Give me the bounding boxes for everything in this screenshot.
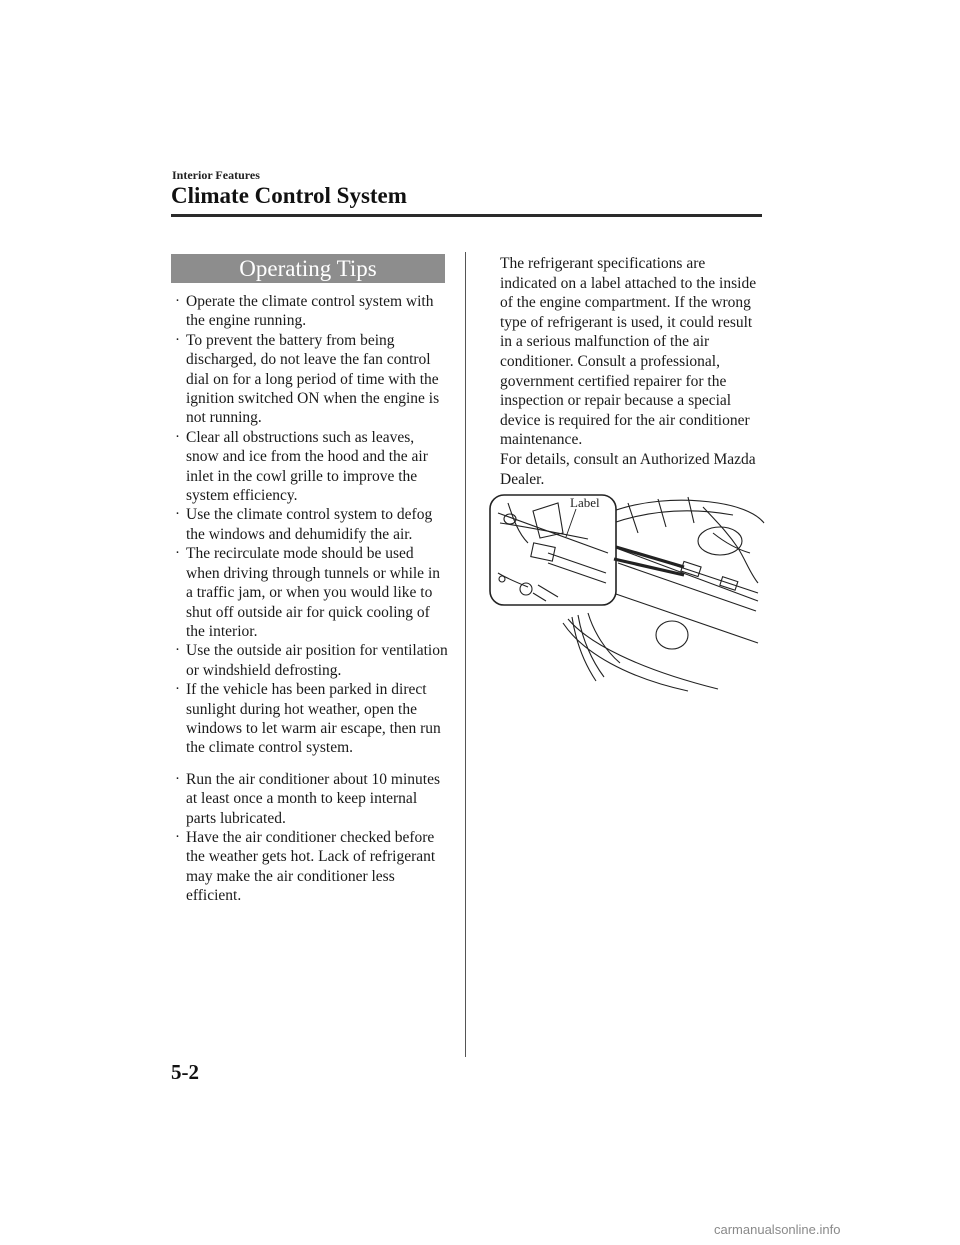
operating-tips-list bbox=[171, 292, 449, 906]
bullet-icon: · bbox=[175, 681, 180, 698]
list-item bbox=[171, 641, 449, 680]
list-item bbox=[171, 331, 449, 428]
bullet-icon: · bbox=[175, 506, 180, 523]
list-item bbox=[171, 505, 449, 544]
operating-tips-heading: Operating Tips bbox=[171, 254, 445, 283]
list-item bbox=[171, 428, 449, 506]
tip-text: The recirculate mode should be used when driving through tunnels or while in a traffic jam, or when you would like to shut off outside air for quick cooling of the interior. bbox=[186, 545, 440, 640]
column-divider bbox=[465, 252, 466, 1057]
tip-text: Operate the climate control system with the engine running. bbox=[186, 293, 434, 330]
watermark: carmanualsonline.info bbox=[714, 1222, 841, 1237]
dealer-note: For details, consult an Authorized Mazda Dealer. bbox=[500, 450, 756, 488]
list-item bbox=[171, 828, 449, 906]
bullet-icon: · bbox=[175, 770, 180, 787]
bullet-icon: · bbox=[175, 331, 180, 348]
bullet-icon: · bbox=[175, 828, 180, 845]
engine-compartment-illustration bbox=[488, 493, 766, 695]
list-item bbox=[171, 770, 449, 828]
bullet-icon: · bbox=[175, 293, 180, 309]
page-number: 5-2 bbox=[171, 1060, 199, 1084]
tip-text: Use the outside air position for ventilation or windshield defrosting. bbox=[186, 642, 448, 679]
tip-text: Run the air conditioner about 10 minutes at least once a month to keep internal parts lubricated. bbox=[186, 770, 440, 827]
figure-callout-label: Label bbox=[570, 495, 600, 510]
tip-text: To prevent the battery from being discharged, do not leave the fan control dial on for a long period of time with the ignition switched ON when the engine is not running. bbox=[186, 331, 440, 427]
refrigerant-info bbox=[500, 254, 762, 489]
bullet-icon: · bbox=[175, 642, 180, 659]
page-title: Climate Control System bbox=[171, 183, 407, 208]
list-item bbox=[171, 292, 449, 331]
tip-text: Have the air conditioner checked before the weather gets hot. Lack of refrigerant may make the air conditioner less efficient. bbox=[186, 828, 436, 905]
refrigerant-paragraph: The refrigerant specifications are indicated on a label attached to the inside of the engine compartment. If the wrong type of refrigerant is used, it could result in a serious malfunction of the air conditioner. Consult a professional, government certified repairer for the inspection or repair because a special device is required for the air conditioner maintenance. bbox=[500, 255, 757, 449]
tip-text: If the vehicle has been parked in direct sunlight during hot weather, open the windows to let warm air escape, then run the climate control system. bbox=[186, 681, 441, 757]
tip-text: Use the climate control system to defog the windows and dehumidify the air. bbox=[186, 506, 433, 543]
bullet-icon: · bbox=[175, 428, 180, 445]
tip-text: Clear all obstructions such as leaves, snow and ice from the hood and the air inlet in the cowl grille to improve the system efficiency. bbox=[186, 428, 428, 505]
title-divider bbox=[171, 214, 762, 217]
section-label: Interior Features bbox=[172, 168, 260, 182]
list-item bbox=[171, 544, 449, 641]
list-item bbox=[171, 680, 449, 758]
bullet-icon: · bbox=[175, 545, 180, 562]
